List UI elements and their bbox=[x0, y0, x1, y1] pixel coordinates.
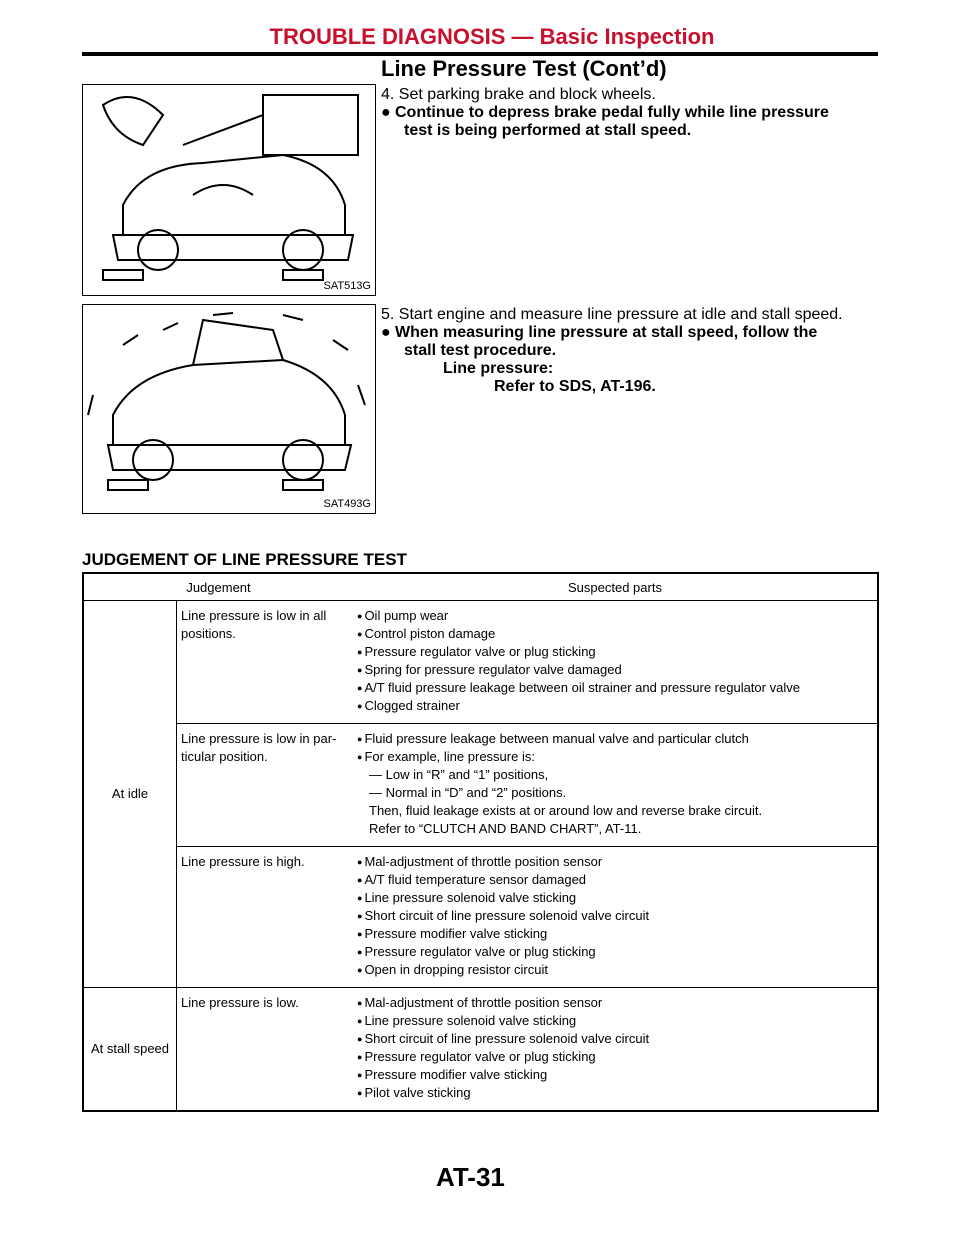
judgement-table bbox=[82, 572, 879, 1112]
row-description bbox=[177, 847, 354, 988]
spec-label: Line pressure: bbox=[443, 360, 554, 377]
desc-line: ticular position. bbox=[181, 749, 268, 764]
list-item: ● Short circuit of line pressure solenoid valve circuit bbox=[357, 1030, 873, 1048]
step-4 bbox=[381, 86, 881, 140]
bullet-icon: ● bbox=[381, 104, 391, 121]
list-item: ● A/T fluid pressure leakage between oil strainer and pressure regulator valve bbox=[357, 679, 873, 697]
row-parts bbox=[353, 847, 878, 988]
page-number: AT-31 bbox=[436, 1162, 505, 1192]
row-parts bbox=[353, 724, 878, 847]
list-item: ● Line pressure solenoid valve sticking bbox=[357, 1012, 873, 1030]
row-description bbox=[177, 601, 354, 724]
desc-line: Line pressure is low in all bbox=[181, 608, 327, 623]
section-header-title: TROUBLE DIAGNOSIS — Basic Inspection bbox=[269, 24, 715, 49]
condition-at-idle: At idle bbox=[83, 601, 177, 988]
list-item: ● Line pressure solenoid valve sticking bbox=[357, 889, 873, 907]
col-judgement-header: Judgement bbox=[83, 573, 353, 601]
list-item: ● Mal-adjustment of throttle position sensor bbox=[357, 853, 873, 871]
step-5-text: 5. Start engine and measure line pressure at idle and stall speed. bbox=[381, 306, 843, 323]
figure-stall-test bbox=[82, 304, 376, 514]
step-5-bullet: When measuring line pressure at stall speed, follow the bbox=[395, 324, 818, 341]
list-item: ● Pressure regulator valve or plug sticking bbox=[357, 643, 873, 661]
desc-line: positions. bbox=[181, 626, 236, 641]
list-item: ● Control piston damage bbox=[357, 625, 873, 643]
list-item: ● Pilot valve sticking bbox=[357, 1084, 873, 1102]
list-item: ● Short circuit of line pressure solenoid valve circuit bbox=[357, 907, 873, 925]
step-5 bbox=[381, 306, 881, 396]
step-5-bullet-cont: stall test procedure. bbox=[404, 342, 557, 359]
desc-line: Line pressure is high. bbox=[181, 854, 305, 869]
list-item: ● Open in dropping resistor circuit bbox=[357, 961, 873, 979]
step-4-text: 4. Set parking brake and block wheels. bbox=[381, 86, 656, 103]
car-brake-illustration bbox=[83, 85, 375, 295]
table-row bbox=[83, 724, 878, 847]
list-item: ● Pressure regulator valve or plug sticking bbox=[357, 943, 873, 961]
step-4-bullet: Continue to depress brake pedal fully while line pressure bbox=[395, 104, 829, 121]
list-item: ● Clogged strainer bbox=[357, 697, 873, 715]
note-line: Refer to “CLUTCH AND BAND CHART”, AT-11. bbox=[369, 821, 642, 836]
note-line: — Low in “R” and “1” positions, bbox=[369, 767, 549, 782]
note-line: — Normal in “D” and “2” positions. bbox=[369, 785, 567, 800]
list-item: ● Mal-adjustment of throttle position sensor bbox=[357, 994, 873, 1012]
table-row bbox=[83, 847, 878, 988]
table-row bbox=[83, 988, 878, 1112]
table-row bbox=[83, 601, 878, 724]
row-description bbox=[177, 988, 354, 1112]
row-parts bbox=[353, 988, 878, 1112]
figure-code: SAT493G bbox=[323, 498, 371, 510]
list-item: ● A/T fluid temperature sensor damaged bbox=[357, 871, 873, 889]
row-parts bbox=[353, 601, 878, 724]
list-item: ● Spring for pressure regulator valve damaged bbox=[357, 661, 873, 679]
note-line: Then, fluid leakage exists at or around low and reverse brake circuit. bbox=[369, 803, 763, 818]
table-header-row bbox=[83, 573, 878, 601]
list-item: ● Pressure modifier valve sticking bbox=[357, 1066, 873, 1084]
page-subtitle: Line Pressure Test (Cont’d) bbox=[381, 56, 667, 81]
list-item: ● Fluid pressure leakage between manual valve and particular clutch bbox=[357, 730, 873, 748]
figure-parking-brake bbox=[82, 84, 376, 296]
desc-line: Line pressure is low in par- bbox=[181, 731, 337, 746]
list-item: ● Pressure regulator valve or plug sticking bbox=[357, 1048, 873, 1066]
row-description bbox=[177, 724, 354, 847]
col-parts-header: Suspected parts bbox=[353, 573, 878, 601]
desc-line: Line pressure is low. bbox=[181, 995, 299, 1010]
list-item: ● For example, line pressure is: bbox=[357, 748, 873, 766]
figure-code: SAT513G bbox=[323, 280, 371, 292]
judgement-section-title: JUDGEMENT OF LINE PRESSURE TEST bbox=[82, 550, 407, 569]
bullet-icon: ● bbox=[381, 324, 391, 341]
condition-at-stall: At stall speed bbox=[83, 988, 177, 1112]
car-engine-running-illustration bbox=[83, 305, 375, 513]
spec-value: Refer to SDS, AT-196. bbox=[494, 378, 656, 395]
list-item: ● Pressure modifier valve sticking bbox=[357, 925, 873, 943]
list-item: ● Oil pump wear bbox=[357, 607, 873, 625]
step-4-bullet-cont: test is being performed at stall speed. bbox=[404, 122, 692, 139]
